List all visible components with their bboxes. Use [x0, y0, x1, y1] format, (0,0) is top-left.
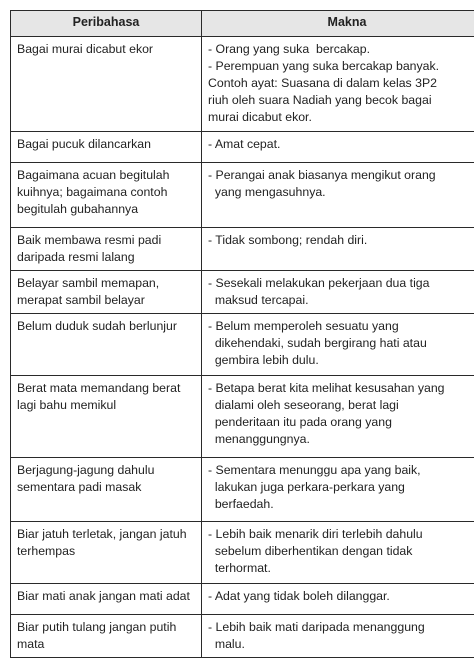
peribahasa-text-line: Biar jatuh terletak, jangan jatuh [17, 527, 187, 541]
peribahasa-cell [11, 163, 202, 228]
table-row [11, 228, 474, 271]
makna-text-line: dikehendaki, sudah bergirang hati atau [208, 336, 427, 350]
makna-text-line: penderitaan itu pada orang yang [208, 415, 392, 429]
makna-text-line: lakukan juga perkara-perkara yang [208, 480, 405, 494]
makna-cell [202, 163, 474, 228]
makna-text-line: - Sementara menunggu apa yang baik, [208, 463, 421, 477]
makna-cell [202, 228, 474, 271]
table-row [11, 271, 474, 314]
makna-text-line: berfaedah. [208, 497, 274, 511]
peribahasa-text-line: daripada resmi lalang [17, 250, 135, 264]
peribahasa-text-line: kuihnya; bagaimana contoh [17, 185, 168, 199]
peribahasa-text-line: Berat mata memandang berat [17, 381, 181, 395]
makna-text-line: gembira lebih dulu. [208, 353, 319, 367]
column-header-peribahasa: Peribahasa [11, 11, 202, 37]
peribahasa-text-line: Bagai murai dicabut ekor [17, 42, 154, 56]
table-row [11, 376, 474, 458]
peribahasa-text-line: Belayar sambil memapan, [17, 276, 160, 290]
peribahasa-cell [11, 615, 202, 658]
makna-text-line: - Tidak sombong; rendah diri. [208, 233, 368, 247]
makna-text-line: - Perangai anak biasanya mengikut orang [208, 168, 436, 182]
makna-text-line: - Sesekali melakukan pekerjaan dua tiga [208, 276, 430, 290]
makna-cell [202, 132, 474, 163]
peribahasa-table [10, 10, 474, 658]
table-row [11, 132, 474, 163]
makna-cell [202, 522, 474, 584]
makna-text-line: - Adat yang tidak boleh dilanggar. [208, 589, 390, 603]
peribahasa-text-line: Baik membawa resmi padi [17, 233, 162, 247]
table-row [11, 37, 474, 132]
peribahasa-text-line: Bagaimana acuan begitulah [17, 168, 170, 182]
makna-cell [202, 584, 474, 615]
table-row [11, 615, 474, 658]
peribahasa-cell [11, 314, 202, 376]
peribahasa-cell [11, 228, 202, 271]
makna-text-line: dialami oleh seseorang, berat lagi [208, 398, 399, 412]
table-row [11, 314, 474, 376]
peribahasa-text-line: Biar mati anak jangan mati adat [17, 589, 190, 603]
peribahasa-text-line: merapat sambil belayar [17, 293, 145, 307]
makna-text-line: sebelum diberhentikan dengan tidak [208, 544, 413, 558]
peribahasa-text-line: lagi bahu memikul [17, 398, 117, 412]
peribahasa-cell [11, 376, 202, 458]
makna-text-line: - Betapa berat kita melihat kesusahan yang [208, 381, 445, 395]
peribahasa-cell [11, 132, 202, 163]
makna-text-line: - Lebih baik menarik diri terlebih dahulu [208, 527, 423, 541]
makna-cell [202, 615, 474, 658]
makna-text-line: - Belum memperoleh sesuatu yang [208, 319, 399, 333]
table-body [11, 37, 474, 658]
peribahasa-text-line: terhempas [17, 544, 76, 558]
table-header-row [11, 11, 474, 37]
makna-text-line: maksud tercapai. [208, 293, 309, 307]
makna-text-line: malu. [208, 637, 245, 651]
table-row [11, 522, 474, 584]
peribahasa-cell [11, 271, 202, 314]
makna-text-line: Contoh ayat: Suasana di dalam kelas 3P2 [208, 76, 438, 90]
peribahasa-text-line: sementara padi masak [17, 480, 142, 494]
peribahasa-cell [11, 458, 202, 522]
peribahasa-cell [11, 522, 202, 584]
makna-text-line: terhormat. [208, 561, 271, 575]
column-header-makna: Makna [202, 11, 474, 37]
makna-text-line: - Amat cepat. [208, 137, 281, 151]
makna-cell [202, 37, 474, 132]
table-row [11, 163, 474, 228]
peribahasa-text-line: Berjagung-jagung dahulu [17, 463, 155, 477]
makna-cell [202, 376, 474, 458]
peribahasa-cell [11, 584, 202, 615]
makna-text-line: - Perempuan yang suka bercakap banyak. [208, 59, 440, 73]
table-row [11, 458, 474, 522]
peribahasa-text-line: mata [17, 637, 45, 651]
makna-text-line: yang mengasuhnya. [208, 185, 326, 199]
makna-text-line: menanggungnya. [208, 432, 310, 446]
peribahasa-text-line: Belum duduk sudah berlunjur [17, 319, 177, 333]
makna-text-line: riuh oleh suara Nadiah yang becok bagai [208, 93, 432, 107]
makna-text-line: - Lebih baik mati daripada menanggung [208, 620, 425, 634]
makna-cell [202, 271, 474, 314]
peribahasa-text-line: Bagai pucuk dilancarkan [17, 137, 151, 151]
peribahasa-text-line: begitulah gubahannya [17, 202, 139, 216]
makna-text-line: - Orang yang suka bercakap. [208, 42, 370, 56]
makna-text-line: murai dicabut ekor. [208, 110, 312, 124]
makna-cell [202, 458, 474, 522]
peribahasa-text-line: Biar putih tulang jangan putih [17, 620, 177, 634]
makna-cell [202, 314, 474, 376]
peribahasa-cell [11, 37, 202, 132]
table-row [11, 584, 474, 615]
